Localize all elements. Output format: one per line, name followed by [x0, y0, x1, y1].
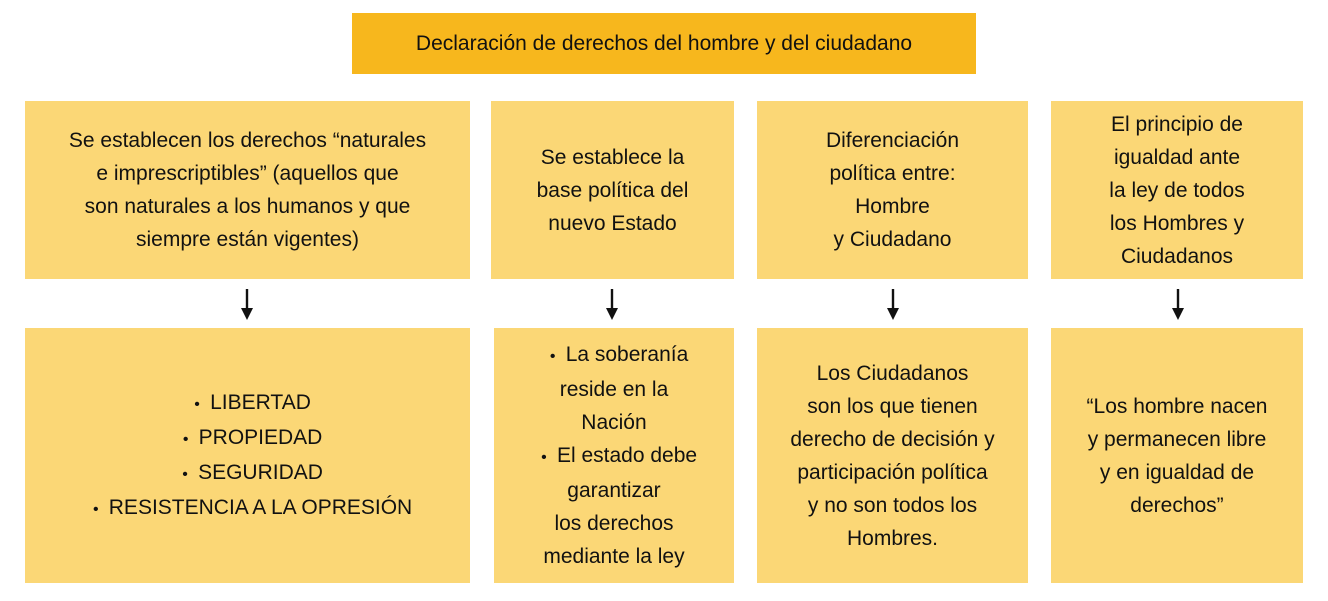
column-3-arrow — [886, 289, 900, 321]
column-4-top-text: El principio de igualdad ante la ley de todos los Hombres y Ciudadanos — [1109, 112, 1245, 268]
diagram-title-box — [352, 13, 976, 74]
column-2-top-box — [491, 101, 734, 279]
column-4-bottom-box — [1051, 328, 1303, 583]
column-1-top-box — [25, 101, 470, 279]
column-4-bottom-text: “Los hombre nacen y permanecen libre y en igualdad de derechos” — [1086, 394, 1268, 517]
list-item: • RESISTENCIA A LA OPRESIÓN — [92, 495, 413, 519]
column-2-top-text: Se establece la base política del nuevo Estado — [536, 145, 689, 235]
list-item: • LIBERTAD — [194, 390, 311, 414]
column-3-bottom-text: Los Ciudadanos son los que tienen derecho de decisión y participación política y no son todos los Hombres. — [790, 361, 995, 550]
diagram-title: Declaración de derechos del hombre y del ciudadano — [415, 32, 913, 55]
list-item: • SEGURIDAD — [182, 460, 323, 484]
column-3-top-box — [757, 101, 1028, 279]
column-1-bottom-box — [25, 328, 470, 583]
column-1-top-text: Se establecen los derechos “naturales e imprescriptibles” (aquellos que son naturales a los humanos y que siempre están vigentes) — [68, 129, 427, 251]
column-3-top-text: Diferenciación política entre: Hombre y Ciudadano — [825, 129, 960, 251]
column-2-bottom-box — [494, 328, 734, 583]
list-item: • El estado debe garantizar los derechos mediante la ley — [541, 444, 698, 568]
column-2-arrow — [605, 289, 619, 321]
list-item: • PROPIEDAD — [182, 425, 323, 449]
column-3-bottom-box — [757, 328, 1028, 583]
column-1-rights-list — [83, 386, 412, 526]
column-4-arrow — [1171, 289, 1185, 321]
column-4-top-box — [1051, 101, 1303, 279]
list-item: • La soberanía reside en la Nación — [549, 343, 689, 434]
column-1-arrow — [240, 289, 254, 321]
column-2-list — [531, 338, 697, 573]
